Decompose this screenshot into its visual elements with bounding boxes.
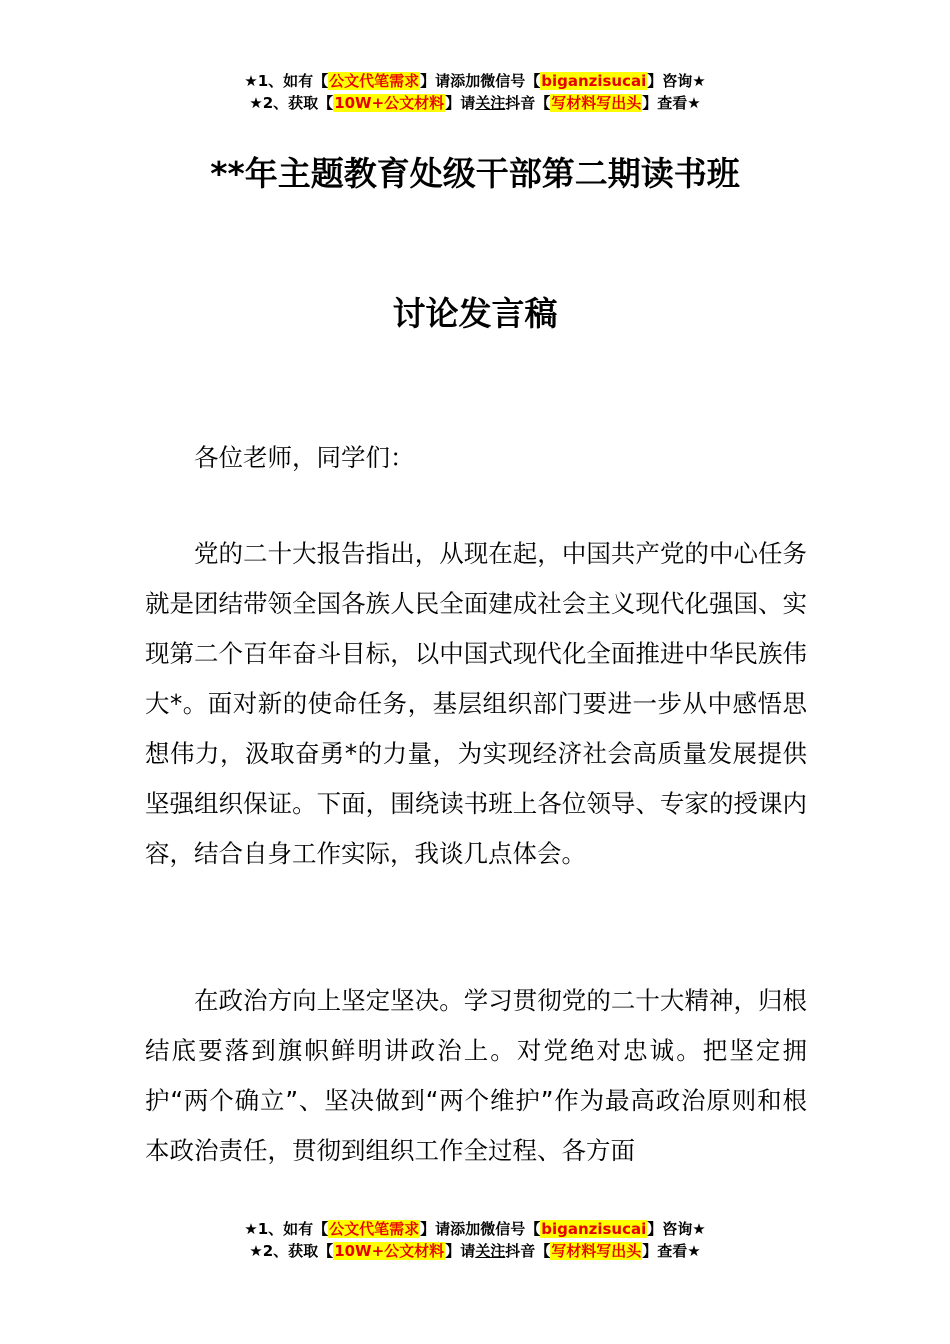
banner-text: ★2、获取【 — [249, 94, 334, 112]
banner-text: ★2、获取【 — [249, 1242, 334, 1260]
banner-text: 】查看★ — [642, 1242, 701, 1260]
banner-text: 】咨询★ — [647, 1220, 706, 1238]
banner-text: 微信号【 — [480, 1220, 541, 1238]
banner-emphasis: 加 — [465, 1220, 481, 1238]
banner-emphasis: 加 — [465, 72, 481, 90]
banner-text: 】请 — [445, 1242, 476, 1260]
header-banner — [0, 70, 950, 114]
banner-line-1 — [0, 70, 950, 92]
banner-line-2 — [0, 92, 950, 114]
highlight-text: 10W+公文材料 — [334, 1242, 445, 1260]
banner-text: ★1、如有【 — [244, 1220, 329, 1238]
banner-text: ★1、如有【 — [244, 72, 329, 90]
banner-text: 】请添 — [420, 72, 466, 90]
footer-banner — [0, 1218, 950, 1262]
document-subtitle: 讨论发言稿 — [392, 294, 558, 333]
paragraph-text: 在政治方向上坚定坚决。学习贯彻党的二十大精神，归根结底要落到旗帜鲜明讲政治上。对党绝对忠诚。把坚定拥护“两个确立”、坚决做到“两个维护”作为最高政治原则和根本政治责任，贯彻到组织工作全过程、各方面 — [145, 986, 807, 1165]
banner-text: 】请添 — [420, 1220, 466, 1238]
banner-text: 抖音【 — [505, 1242, 551, 1260]
douyin-account: 写材料写出头 — [551, 1242, 642, 1260]
wechat-id: biganzisucai — [541, 72, 647, 90]
banner-text: 微信号【 — [480, 72, 541, 90]
banner-text: 】请 — [445, 94, 476, 112]
highlight-text: 公文代笔需求 — [329, 72, 420, 90]
banner-emphasis: 关注 — [475, 1242, 506, 1260]
highlight-text: 10W+公文材料 — [334, 94, 445, 112]
wechat-id: biganzisucai — [541, 1220, 647, 1238]
banner-line-2 — [0, 1240, 950, 1262]
banner-text: 】查看★ — [642, 94, 701, 112]
douyin-account: 写材料写出头 — [551, 94, 642, 112]
paragraph — [145, 976, 807, 1176]
banner-text: 抖音【 — [505, 94, 551, 112]
banner-line-1 — [0, 1218, 950, 1240]
banner-text: 】咨询★ — [647, 72, 706, 90]
paragraph-text: 党的二十大报告指出，从现在起，中国共产党的中心任务就是团结带领全国各族人民全面建成社会主义现代化强国、实现第二个百年奋斗目标，以中国式现代化全面推进中华民族伟大*。面对新的使命任务，基层组织部门要进一步从中感悟思想伟力，汲取奋勇*的力量，为实现经济社会高质量发展提供坚强组织保证。下面，围绕读书班上各位领导、专家的授课内容，结合自身工作实际，我谈几点体会。 — [145, 539, 807, 868]
highlight-text: 公文代笔需求 — [329, 1220, 420, 1238]
salutation: 各位老师，同学们： — [194, 443, 415, 472]
document-title: **年主题教育处级干部第二期读书班 — [210, 154, 740, 193]
paragraph — [145, 529, 807, 879]
banner-emphasis: 关注 — [475, 94, 506, 112]
